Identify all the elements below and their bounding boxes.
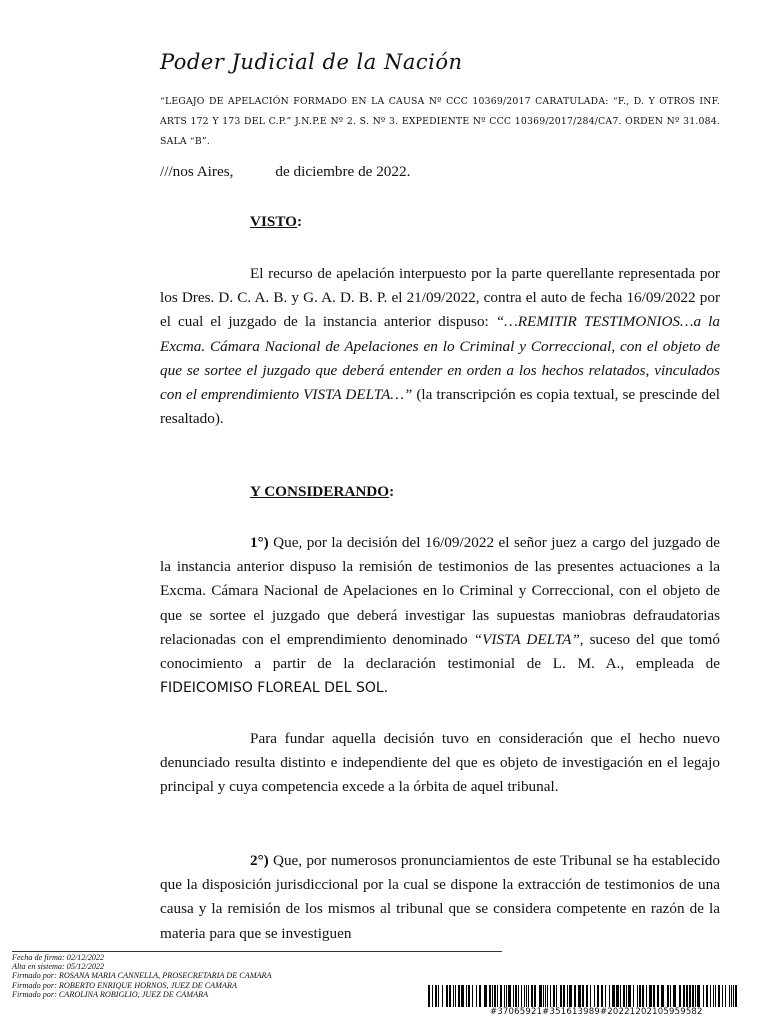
- institution-header: Poder Judicial de la Nación: [160, 50, 463, 74]
- dateline-date: de diciembre de 2022.: [275, 163, 411, 180]
- considerando-heading-text: Y CONSIDERANDO: [250, 483, 390, 500]
- visto-heading-text: VISTO: [250, 213, 297, 230]
- visto-paragraph: [160, 262, 720, 431]
- case-caption: “LEGAJO DE APELACIÓN FORMADO EN LA CAUSA Nº CCC 10369/2017 CARATULADA: “F., D. Y OTROS INF. ARTS 172 Y 173 DEL C.P.” J.N.P.E Nº 2. S. Nº 3. EXPEDIENTE Nº CCC 10369/2017/284/CA7. ORDEN Nº 31.084. SALA “B”.: [160, 96, 720, 147]
- paragraph-number-2: 2°): [250, 852, 269, 869]
- system-date: Alta en sistema: 05/12/2022: [12, 962, 105, 972]
- signer-2: Firmado por: ROBERTO ENRIQUE HORNOS, JUEZ DE CAMARA: [12, 980, 237, 990]
- visto-text-b: (la transcripción es copia textual, se prescinde del resaltado).: [160, 386, 720, 428]
- visto-heading: VISTO:: [250, 213, 303, 230]
- considerando-text-1b: , suceso del que tomó conocimiento a partir de la declaración testimonial de L. M. A., empleada de: [160, 630, 720, 673]
- dateline-place: ///nos Aires,: [160, 163, 234, 180]
- considerando-paragraph-2: [160, 727, 720, 800]
- considerando-paragraph-3: [160, 849, 720, 946]
- considerando-quote-1: “VISTA DELTA”: [473, 630, 580, 648]
- considerando-heading: Y CONSIDERANDO:: [250, 483, 395, 500]
- barcode-number: #37065921#351613989#20221202105959582: [490, 1007, 703, 1017]
- considerando-text-2: Para fundar aquella decisión tuvo en consideración que el hecho nuevo denunciado resulta distinto e independiente del que es objeto de investigación en el legajo principal y cuya competencia excede a la órbita de aquel tribunal.: [160, 730, 720, 796]
- signature-date: Fecha de firma: 02/12/2022: [12, 953, 105, 962]
- barcode-image: [428, 985, 740, 1007]
- signature-footer: [12, 953, 432, 999]
- company-name: FIDEICOMISO FLOREAL DEL SOL.: [160, 680, 389, 697]
- signer-3: Firmado por: CAROLINA ROBIGLIO, JUEZ DE CAMARA: [12, 989, 209, 999]
- dateline: [160, 163, 720, 181]
- considerando-text-3: Que, por numerosos pronunciamientos de este Tribunal se ha establecido que la disposición jurisdiccional por la cual se dispone la extracción de testimonios de una causa y la remisión de los mismos al tribunal que se considera competente en razón de la materia para que se investiguen: [160, 852, 720, 942]
- considerando-text-1a: Que, por la decisión del 16/09/2022 el señor juez a cargo del juzgado de la instancia anterior dispuso la remisión de testimonios de las presentes actuaciones a la Excma. Cámara Nacional de Apelaciones en lo Criminal y Correccional, con el objeto de que se sortee el juzgado que deberá investigar las supuestas maniobras defraudatorias relacionadas con el emprendimiento denominado: [160, 534, 720, 648]
- footer-divider: [12, 951, 502, 952]
- visto-text-a: El recurso de apelación interpuesto por la parte querellante representada por los Dres. D. C. A. B. y G. A. D. B. P. el 21/09/2022, contra el auto de fecha 16/09/2022 por el cual el juzgado de la instancia anterior dispuso:: [160, 265, 720, 331]
- signer-1: Firmado por: ROSANA MARIA CANNELLA, PROSECRETARIA DE CAMARA: [12, 971, 272, 981]
- paragraph-number-1: 1°): [250, 534, 269, 551]
- considerando-paragraph-1: [160, 531, 720, 700]
- visto-quote: “…REMITIR TESTIMONIOS…a la Excma. Cámara Nacional de Apelaciones en lo Criminal y Correccional, con el objeto de que se sortee el juzgado que deberá entender en orden a los hechos relatados, vinculados con el emprendimiento VISTA DELTA…”: [160, 313, 720, 404]
